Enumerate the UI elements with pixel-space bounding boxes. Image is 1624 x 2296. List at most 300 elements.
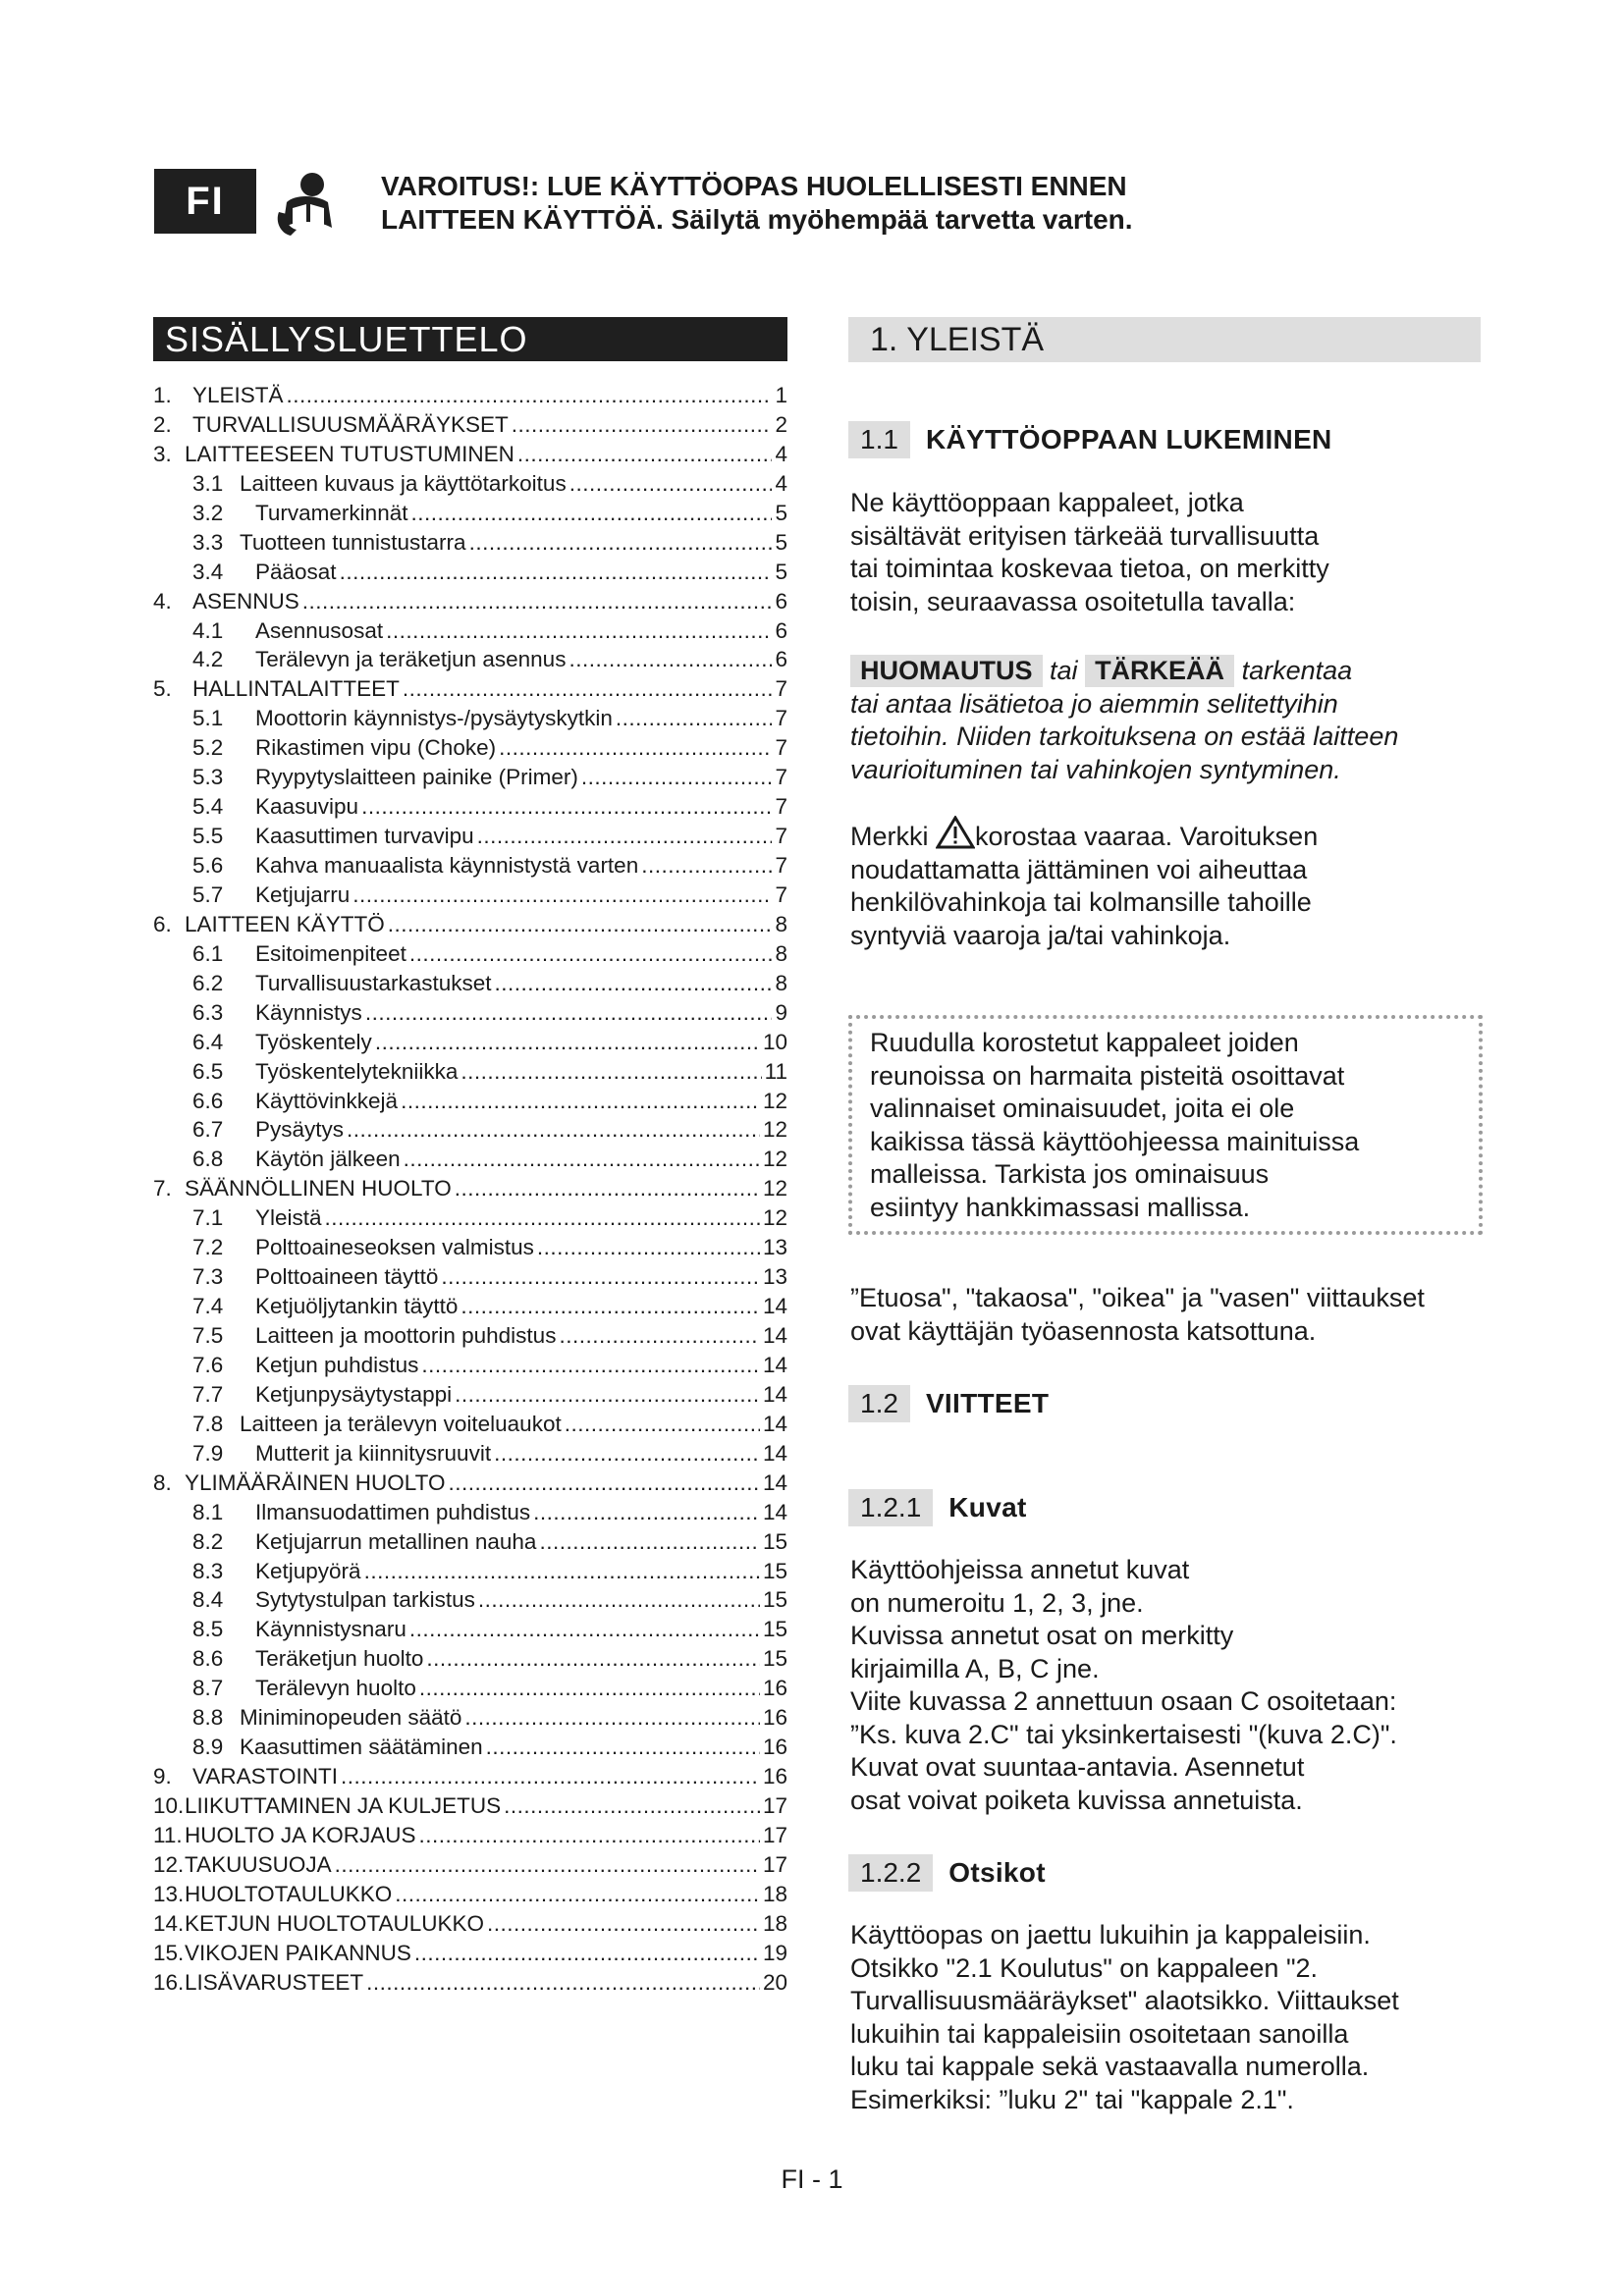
toc-entry-page: 7 <box>775 735 787 761</box>
toc-entry <box>153 763 787 792</box>
toc-leader-dots <box>335 1850 760 1880</box>
toc-entry-number: 8.7 <box>192 1676 224 1701</box>
toc-entry <box>153 1351 787 1380</box>
toc-entry-label: Kahva manuaalista käynnistystä varten <box>255 853 639 878</box>
toc-entry <box>153 1733 787 1762</box>
text-line: noudattamatta jättäminen voi aiheuttaa <box>850 854 1308 884</box>
warning-pre: Merkki <box>850 822 929 851</box>
toc-leader-dots <box>533 1498 760 1527</box>
paragraph-note <box>850 655 1489 786</box>
toc-entry-page: 4 <box>775 470 787 496</box>
toc-entry-page: 6 <box>775 588 787 614</box>
toc-entry-page: 7 <box>775 824 787 849</box>
toc-entry-page: 7 <box>775 706 787 731</box>
toc-leader-dots <box>418 1821 759 1850</box>
toc-entry-page: 16 <box>762 1705 787 1731</box>
text-line: Turvallisuusmääräykset" alaotsikko. Viittaukset <box>850 1986 1399 2015</box>
text-line <box>850 655 1489 688</box>
text-line: syntyviä vaaroja ja/tai vahinkoja. <box>850 920 1231 950</box>
toc-leader-dots <box>364 1557 760 1586</box>
toc-entry <box>153 1087 787 1116</box>
toc-entry-page: 18 <box>762 1910 787 1936</box>
toc-entry <box>153 1057 787 1087</box>
toc-entry-number: 13. <box>153 1881 185 1906</box>
text-line: esiintyy hankkimassasi mallissa. <box>870 1192 1251 1222</box>
paragraph-intro <box>850 487 1489 618</box>
toc-entry <box>153 1380 787 1410</box>
toc-entry <box>153 1644 787 1674</box>
toc-leader-dots <box>487 1909 760 1939</box>
toc-entry-label: KETJUN HUOLTOTAULUKKO <box>185 1910 485 1936</box>
toc-entry-page: 19 <box>762 1940 787 1965</box>
toc-leader-dots <box>401 1087 760 1116</box>
toc-entry-label: LIIKUTTAMINEN JA KULJETUS <box>185 1793 502 1818</box>
toc-entry <box>153 998 787 1028</box>
toc-entry <box>153 1703 787 1733</box>
toc-entry-number: 6. <box>153 911 172 936</box>
toc-entry-number: 3.1 <box>192 470 224 496</box>
text-line: luku tai kappale sekä vastaavalla numerolla. <box>850 2052 1370 2081</box>
toc-entry-label: ASENNUS <box>192 588 299 614</box>
toc-entry-label: VIKOJEN PAIKANNUS <box>185 1940 411 1965</box>
toc-leader-dots <box>352 881 772 910</box>
toc-entry-number: 8. <box>153 1469 172 1495</box>
toc-entry-number: 7.7 <box>192 1381 224 1407</box>
text-line: Otsikko "2.1 Koulutus" on kappaleen "2. <box>850 1952 1319 1983</box>
toc-entry-page: 9 <box>775 999 787 1025</box>
toc-entry-page: 4 <box>775 441 787 466</box>
paragraph-headings <box>850 1919 1489 2116</box>
toc-leader-dots <box>414 1939 760 1968</box>
header-warning-line1: VAROITUS!: LUE KÄYTTÖOPAS HUOLELLISESTI ENNEN <box>381 171 1127 201</box>
toc-leader-dots <box>409 939 773 969</box>
text-line: Kuvissa annetut osat on merkitty <box>850 1621 1234 1650</box>
toc-leader-dots <box>641 851 772 881</box>
toc-entry-label: YLEISTÄ <box>192 383 284 407</box>
toc-leader-dots <box>302 587 773 616</box>
paragraph-directions <box>850 1282 1489 1348</box>
toc-entry-number: 9. <box>153 1764 172 1789</box>
toc-entry-page: 14 <box>762 1499 787 1524</box>
toc-leader-dots <box>410 499 772 528</box>
toc-entry-number: 5. <box>153 676 172 702</box>
toc-entry-number: 1. <box>153 383 172 407</box>
toc-entry-label: Käynnistys <box>255 999 362 1025</box>
toc-leader-dots <box>388 910 773 939</box>
note-or: tai <box>1050 656 1078 685</box>
toc-entry <box>153 1410 787 1439</box>
toc-entry-page: 12 <box>762 1117 787 1143</box>
toc-entry-label: YLIMÄÄRÄINEN HUOLTO <box>185 1469 446 1495</box>
toc-entry-number: 3.4 <box>192 559 224 584</box>
toc-entry-label: Työskentely <box>255 1029 372 1054</box>
toc-entry-number: 14. <box>153 1910 185 1936</box>
toc-entry-number: 6.2 <box>192 970 224 995</box>
toc-entry <box>153 1468 787 1498</box>
toc-leader-dots <box>495 969 773 998</box>
text-line: henkilövahinkoja tai kolmansille tahoille <box>850 887 1312 917</box>
toc-entry-number: 5.2 <box>192 735 224 761</box>
toc-entry-page: 16 <box>762 1735 787 1760</box>
text-line: malleissa. Tarkista jos ominaisuus <box>870 1159 1270 1189</box>
toc-leader-dots <box>512 410 773 440</box>
toc-entry-label: TAKUUSUOJA <box>185 1851 332 1877</box>
toc-leader-dots <box>448 1468 759 1498</box>
toc-entry-page: 13 <box>762 1264 787 1290</box>
text-line <box>850 816 1489 854</box>
toc-leader-dots <box>569 469 773 499</box>
toc-leader-dots <box>499 733 772 763</box>
toc-leader-dots <box>455 1174 760 1203</box>
toc-entry <box>153 616 787 646</box>
toc-entry <box>153 1145 787 1174</box>
toc-entry-label: Rikastimen vipu (Choke) <box>255 735 497 761</box>
toc-leader-dots <box>568 645 772 674</box>
toc-leader-dots <box>486 1733 760 1762</box>
toc-entry-label: Sytytystulpan tarkistus <box>255 1587 475 1613</box>
toc-leader-dots <box>441 1262 760 1292</box>
subsection-1-1-heading <box>848 421 1332 458</box>
toc-leader-dots <box>460 1057 761 1087</box>
toc-entry-page: 6 <box>775 647 787 672</box>
toc-entry-number: 12. <box>153 1851 185 1877</box>
toc-entry-number: 6.8 <box>192 1147 224 1172</box>
section-title: 1. YLEISTÄ <box>848 317 1481 362</box>
text-line: tai toimintaa koskevaa tietoa, on merkitty <box>850 554 1329 583</box>
toc-leader-dots <box>421 1351 760 1380</box>
toc-entry <box>153 1968 787 1998</box>
text-line: Käyttöohjeissa annetut kuvat <box>850 1555 1190 1584</box>
toc-entry-page: 7 <box>775 794 787 820</box>
toc-entry-number: 7.4 <box>192 1294 224 1319</box>
toc-entry-page: 15 <box>762 1646 787 1672</box>
toc-entry-number: 7.2 <box>192 1235 224 1260</box>
toc-entry-number: 8.2 <box>192 1528 224 1554</box>
toc-entry-number: 16. <box>153 1969 185 1995</box>
optional-features-box <box>848 1015 1483 1235</box>
toc-leader-dots <box>287 381 773 410</box>
paragraph-warning <box>850 816 1489 952</box>
toc-leader-dots <box>426 1644 760 1674</box>
text-line: kaikissa tässä käyttöohjeessa mainituissa <box>870 1126 1360 1156</box>
toc-entry-label: Miniminopeuden säätö <box>240 1705 462 1731</box>
toc-entry <box>153 1939 787 1968</box>
language-badge: FI <box>154 169 256 234</box>
text-line: Käyttöopas on jaettu lukuihin ja kappaleisiin. <box>850 1920 1371 1949</box>
toc-entry-label: Turvamerkinnät <box>255 500 408 525</box>
toc-entry-label: Käynnistysnaru <box>255 1617 406 1642</box>
toc-leader-dots <box>409 1615 760 1644</box>
toc-entry <box>153 1557 787 1586</box>
toc-entry-page: 20 <box>762 1969 787 1995</box>
toc-entry <box>153 881 787 910</box>
toc-leader-dots <box>477 822 773 851</box>
toc-entry-label: Teräketjun huolto <box>255 1646 424 1672</box>
toc-entry-number: 6.5 <box>192 1058 224 1084</box>
toc-entry <box>153 704 787 733</box>
subsection-title: Kuvat <box>948 1492 1027 1522</box>
toc-entry-number: 6.1 <box>192 940 224 966</box>
toc-entry-number: 7.6 <box>192 1352 224 1377</box>
subsection-title: VIITTEET <box>925 1388 1050 1418</box>
toc-entry-label: VARASTOINTI <box>192 1764 338 1789</box>
text-line: reunoissa on harmaita pisteitä osoittavat <box>870 1060 1345 1091</box>
toc-entry-number: 3.2 <box>192 500 224 525</box>
toc-leader-dots <box>616 704 773 733</box>
toc-leader-dots <box>375 1028 760 1057</box>
toc-entry-number: 5.7 <box>192 881 224 907</box>
toc-entry-page: 7 <box>775 676 787 702</box>
toc-entry-page: 15 <box>762 1587 787 1613</box>
toc-leader-dots <box>504 1791 760 1821</box>
toc-entry <box>153 910 787 939</box>
toc-entry-label: HUOLTO JA KORJAUS <box>185 1822 416 1847</box>
header-warning-line2: LAITTEEN KÄYTTÖÄ. Säilytä myöhempää tarvetta varten. <box>381 204 1133 235</box>
toc-entry-page: 17 <box>762 1851 787 1877</box>
toc-entry-label: Turvallisuustarkastukset <box>255 970 492 995</box>
toc-entry-page: 12 <box>762 1147 787 1172</box>
toc-entry-page: 14 <box>762 1440 787 1466</box>
toc-entry <box>153 969 787 998</box>
toc-entry-label: Terälevyn ja teräketjun asennus <box>255 647 567 672</box>
toc-entry-label: Pysäytys <box>255 1117 345 1143</box>
toc-leader-dots <box>395 1880 760 1909</box>
toc-entry-label: Polttoaineen täyttö <box>255 1264 439 1290</box>
toc-entry-page: 8 <box>775 940 787 966</box>
toc-entry-label: Kaasuttimen turvavipu <box>255 824 474 849</box>
toc-entry <box>153 381 787 410</box>
toc-entry-number: 7.1 <box>192 1205 224 1231</box>
text-line: tai antaa lisätietoa jo aiemmin selitettyihin <box>850 688 1338 719</box>
toc-entry-label: Ryypytyslaitteen painike (Primer) <box>255 765 578 790</box>
toc-entry-page: 5 <box>775 500 787 525</box>
toc-entry-page: 16 <box>762 1764 787 1789</box>
toc-entry-label: Ketjunpysäytystappi <box>255 1381 453 1407</box>
toc-entry <box>153 1203 787 1233</box>
toc-entry-label: Ketjuöljytankin täyttö <box>255 1294 459 1319</box>
toc-leader-dots <box>361 792 772 822</box>
toc-entry-page: 7 <box>775 881 787 907</box>
text-line: kirjaimilla A, B, C jne. <box>850 1653 1100 1683</box>
toc-entry <box>153 939 787 969</box>
toc-entry-page: 12 <box>762 1176 787 1201</box>
text-line: valinnaiset ominaisuudet, joita ei ole <box>870 1094 1295 1123</box>
toc-leader-dots <box>365 998 773 1028</box>
toc-entry-number: 7.3 <box>192 1264 224 1290</box>
toc-leader-dots <box>347 1115 760 1145</box>
toc-leader-dots <box>340 558 773 587</box>
toc-entry-label: HALLINTALAITTEET <box>192 676 400 702</box>
toc-entry-page: 17 <box>762 1822 787 1847</box>
toc-entry-label: Asennusosat <box>255 617 384 643</box>
text-line: Ne käyttöoppaan kappaleet, jotka <box>850 488 1244 517</box>
toc-entry-label: TURVALLISUUSMÄÄRÄYKSET <box>192 411 509 437</box>
toc-entry-label: Pääosat <box>255 559 337 584</box>
text-line: ”Ks. kuva 2.C" tai yksinkertaisesti "(kuva 2.C)". <box>850 1719 1397 1749</box>
toc-entry <box>153 1115 787 1145</box>
subsection-title: KÄYTTÖOPPAAN LUKEMINEN <box>925 424 1332 454</box>
toc-entry-page: 17 <box>762 1793 787 1818</box>
toc-leader-dots <box>464 1703 760 1733</box>
toc-leader-dots <box>517 440 773 469</box>
toc-entry <box>153 1498 787 1527</box>
toc-entry-number: 5.4 <box>192 794 224 820</box>
toc-entry-page: 2 <box>775 411 787 437</box>
toc-entry-number: 4.1 <box>192 617 224 643</box>
toc-entry <box>153 1174 787 1203</box>
toc-leader-dots <box>469 528 773 558</box>
toc-entry <box>153 1762 787 1791</box>
text-line: ovat käyttäjän työasennosta katsottuna. <box>850 1315 1317 1346</box>
toc-leader-dots <box>581 763 773 792</box>
toc-entry-page: 14 <box>762 1352 787 1377</box>
toc-entry-number: 8.8 <box>192 1705 224 1731</box>
toc-entry <box>153 1909 787 1939</box>
toc-entry-label: Tuotteen tunnistustarra <box>240 529 466 555</box>
toc-entry-number: 4.2 <box>192 647 224 672</box>
toc-title: SISÄLLYSLUETTELO <box>153 317 787 361</box>
manual-reading-icon <box>273 169 342 240</box>
toc-entry <box>153 822 787 851</box>
text-line: sisältävät erityisen tärkeää turvallisuutta <box>850 520 1320 551</box>
toc-entry-number: 8.6 <box>192 1646 224 1672</box>
toc-entry-label: Ilmansuodattimen puhdistus <box>255 1499 531 1524</box>
toc-entry-number: 6.4 <box>192 1029 224 1054</box>
subsection-1-2-1-heading <box>848 1489 1027 1526</box>
toc-entry-label: Työskentelytekniikka <box>255 1058 459 1084</box>
toc-entry-number: 3.3 <box>192 529 224 555</box>
toc-entry-number: 10. <box>153 1793 185 1818</box>
toc-leader-dots <box>460 1292 760 1321</box>
toc-leader-dots <box>366 1968 760 1998</box>
subsection-1-2-2-heading <box>848 1854 1046 1892</box>
text-line: on numeroitu 1, 2, 3, jne. <box>850 1587 1144 1618</box>
toc-entry-label: Ketjujarrun metallinen nauha <box>255 1528 537 1554</box>
toc-entry-label: LAITTEESEEN TUTUSTUMINEN <box>185 441 514 466</box>
text-line: ”Etuosa", "takaosa", "oikea" ja "vasen" viittaukset <box>850 1283 1425 1312</box>
toc-entry-label: Laitteen ja terälevyn voiteluaukot <box>240 1411 562 1436</box>
toc-entry <box>153 1850 787 1880</box>
subsection-number: 1.1 <box>848 421 910 458</box>
toc-entry-page: 14 <box>762 1323 787 1348</box>
toc-entry <box>153 1615 787 1644</box>
toc-entry <box>153 1321 787 1351</box>
toc-leader-dots <box>455 1380 760 1410</box>
toc-entry <box>153 1527 787 1557</box>
toc-leader-dots <box>537 1233 760 1262</box>
toc-entry <box>153 851 787 881</box>
toc-entry <box>153 440 787 469</box>
toc-entry-number: 6.6 <box>192 1088 224 1113</box>
toc-entry-page: 11 <box>764 1058 787 1084</box>
toc-entry <box>153 1292 787 1321</box>
toc-entry-page: 14 <box>762 1294 787 1319</box>
toc-entry-page: 13 <box>762 1235 787 1260</box>
toc-entry-label: Moottorin käynnistys-/pysäytyskytkin <box>255 706 613 731</box>
toc-entry <box>153 1439 787 1468</box>
toc-entry-page: 7 <box>775 853 787 878</box>
toc-entry-number: 7.9 <box>192 1440 224 1466</box>
toc-entry-number: 11. <box>153 1822 183 1847</box>
text-line: vaurioituminen tai vahinkojen syntyminen. <box>850 754 1341 784</box>
paragraph-figures <box>850 1554 1489 1817</box>
subsection-number: 1.2.2 <box>848 1854 933 1892</box>
toc-entry-label: LISÄVARUSTEET <box>185 1969 364 1995</box>
toc-entry-label: LAITTEEN KÄYTTÖ <box>185 911 385 936</box>
subsection-number: 1.2 <box>848 1385 910 1422</box>
toc-entry-number: 2. <box>153 411 172 437</box>
toc-entry <box>153 1233 787 1262</box>
toc-entry-label: Yleistä <box>255 1205 322 1231</box>
toc-entry-label: Laitteen ja moottorin puhdistus <box>255 1323 557 1348</box>
toc-leader-dots <box>539 1527 760 1557</box>
toc-entry-label: Ketjujarru <box>255 881 351 907</box>
toc-entry <box>153 1674 787 1703</box>
toc-entry-number: 7.5 <box>192 1323 224 1348</box>
toc-entry <box>153 469 787 499</box>
toc-entry <box>153 1791 787 1821</box>
toc-entry-label: Laitteen kuvaus ja käyttötarkoitus <box>240 470 567 496</box>
toc-entry-label: Esitoimenpiteet <box>255 940 406 966</box>
text-line: Esimerkiksi: ”luku 2" tai "kappale 2.1". <box>850 2084 1294 2114</box>
toc-entry <box>153 674 787 704</box>
subsection-number: 1.2.1 <box>848 1489 933 1526</box>
page-number: FI - 1 <box>781 2164 843 2194</box>
toc-entry-number: 15. <box>153 1940 185 1965</box>
toc-entry <box>153 1262 787 1292</box>
note-tag: HUOMAUTUS <box>850 655 1043 687</box>
toc-entry-label: Terälevyn huolto <box>255 1676 416 1701</box>
toc-entry-page: 5 <box>775 529 787 555</box>
text-line: Ruudulla korostetut kappaleet joiden <box>870 1028 1299 1057</box>
toc-entry-number: 5.6 <box>192 853 224 878</box>
toc-entry-label: HUOLTOTAULUKKO <box>185 1881 393 1906</box>
toc-leader-dots <box>325 1203 760 1233</box>
toc-entry <box>153 1821 787 1850</box>
text-line: toisin, seuraavassa osoitetulla tavalla: <box>850 586 1296 616</box>
warning-triangle-icon <box>936 816 975 849</box>
header-warning <box>381 170 1265 237</box>
toc-entry <box>153 499 787 528</box>
toc-entry-page: 18 <box>762 1881 787 1906</box>
toc-entry-page: 14 <box>762 1411 787 1436</box>
toc-entry-page: 10 <box>762 1029 787 1054</box>
toc-entry-label: Käytön jälkeen <box>255 1147 401 1172</box>
table-of-contents <box>153 381 787 1998</box>
toc-entry <box>153 1028 787 1057</box>
toc-entry-number: 6.7 <box>192 1117 224 1143</box>
toc-entry-page: 15 <box>762 1617 787 1642</box>
toc-entry-label: Mutterit ja kiinnitysruuvit <box>255 1440 492 1466</box>
toc-entry-number: 8.1 <box>192 1499 224 1524</box>
toc-leader-dots <box>478 1585 760 1615</box>
toc-entry-page: 14 <box>762 1469 787 1495</box>
toc-entry-label: Ketjun puhdistus <box>255 1352 419 1377</box>
toc-entry-number: 8.5 <box>192 1617 224 1642</box>
important-tag: TÄRKEÄÄ <box>1085 655 1234 687</box>
toc-entry-page: 7 <box>775 765 787 790</box>
toc-entry-page: 14 <box>762 1381 787 1407</box>
warning-post: korostaa vaaraa. Varoituksen <box>975 822 1319 851</box>
toc-entry-page: 8 <box>775 911 787 936</box>
text-line: tietoihin. Niiden tarkoituksena on estää laitteen <box>850 721 1399 751</box>
toc-entry <box>153 528 787 558</box>
toc-entry-number: 5.1 <box>192 706 224 731</box>
toc-entry <box>153 733 787 763</box>
toc-entry-number: 6.3 <box>192 999 224 1025</box>
note-rest: tarkentaa <box>1241 656 1353 685</box>
toc-entry-label: Polttoaineseoksen valmistus <box>255 1235 534 1260</box>
